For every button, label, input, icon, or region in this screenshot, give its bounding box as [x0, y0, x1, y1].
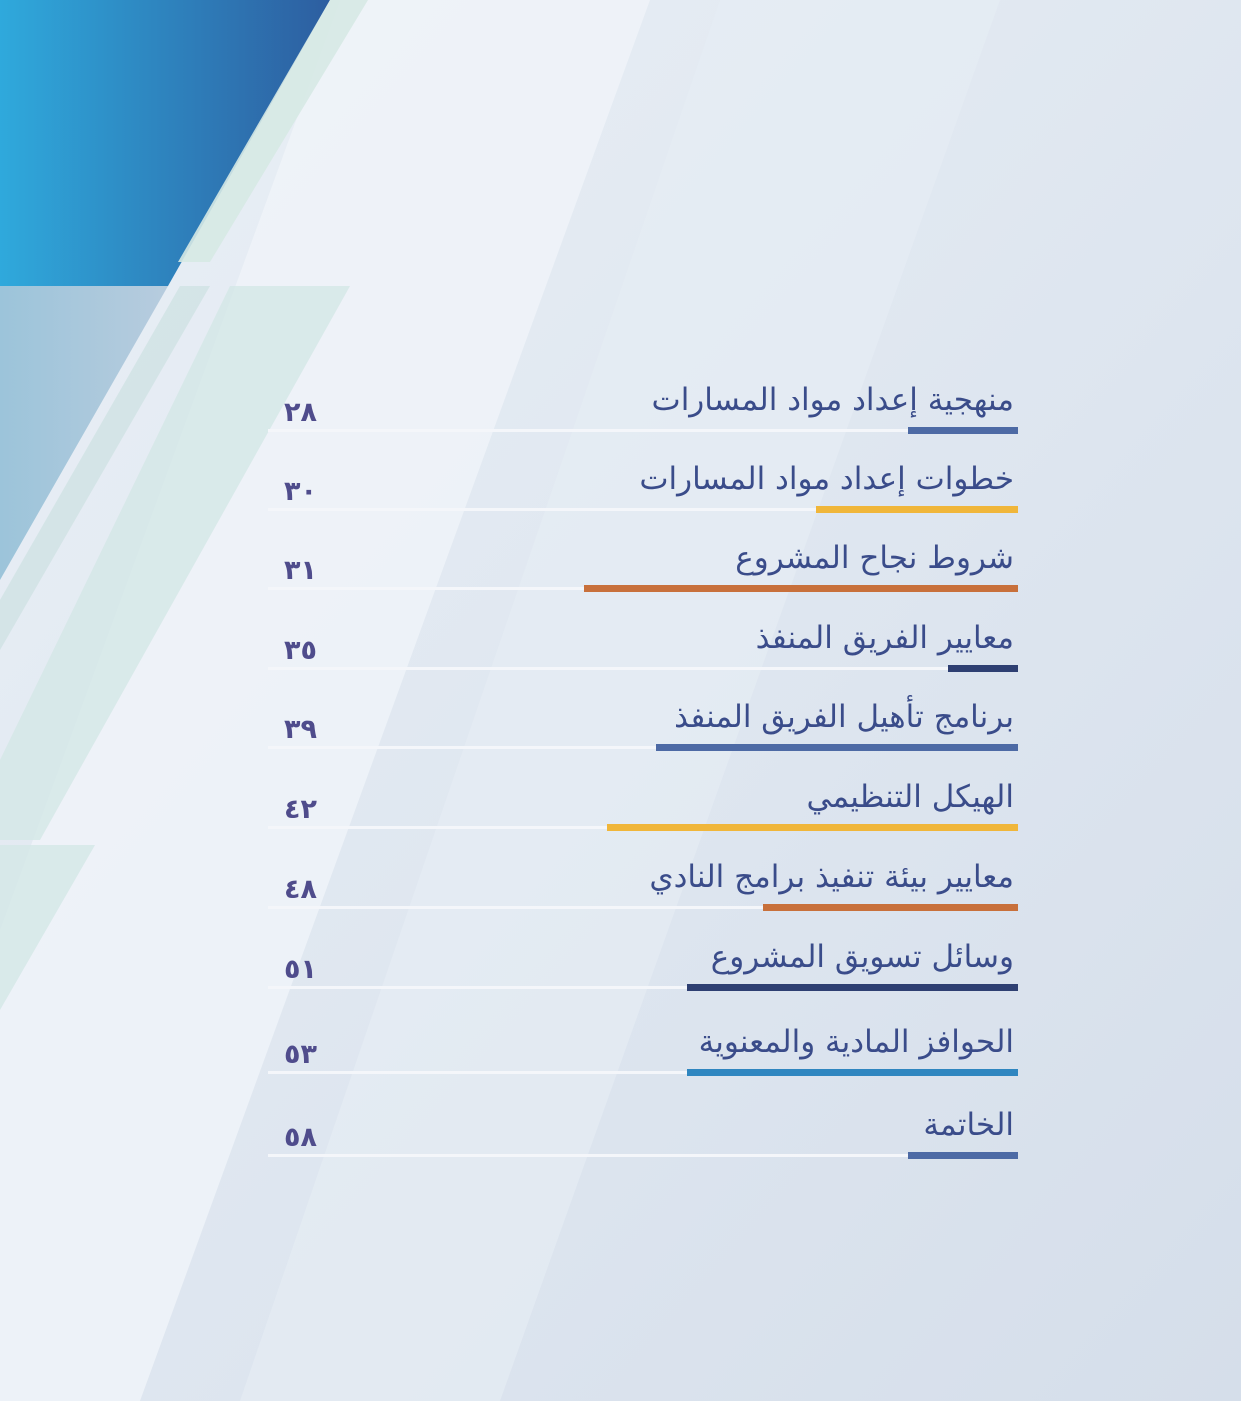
toc-accent-bar [908, 1152, 1018, 1159]
toc-entry-title: برنامج تأهيل الفريق المنفذ [674, 699, 1014, 735]
toc-entry-title: شروط نجاح المشروع [735, 540, 1014, 576]
toc-entry-title: وسائل تسويق المشروع [710, 939, 1014, 975]
toc-entry-page: ٢٨ [284, 397, 317, 428]
toc-accent-bar [687, 1069, 1018, 1076]
toc-entry-page: ٥١ [284, 954, 317, 985]
toc-entry[interactable] [268, 610, 1018, 670]
toc-accent-bar [607, 824, 1018, 831]
toc-entry-title: معايير الفريق المنفذ [755, 620, 1014, 656]
toc-accent-bar [584, 585, 1018, 592]
toc-entry[interactable] [268, 689, 1018, 749]
toc-entry-page: ٤٨ [284, 874, 317, 905]
toc-rule [268, 429, 1018, 432]
toc-entry[interactable] [268, 849, 1018, 909]
toc-entry-page: ٥٣ [284, 1039, 317, 1070]
toc-entry-page: ٥٨ [284, 1122, 317, 1153]
toc-entry-page: ٣٩ [284, 714, 317, 745]
toc-entry-title: معايير بيئة تنفيذ برامج النادي [649, 859, 1014, 895]
toc-entry-title: خطوات إعداد مواد المسارات [639, 461, 1014, 497]
toc-rule [268, 667, 1018, 670]
toc-entry-page: ٣٥ [284, 635, 317, 666]
toc-accent-bar [908, 427, 1018, 434]
toc-entry[interactable] [268, 451, 1018, 511]
toc-entry[interactable] [268, 929, 1018, 989]
toc-entry[interactable] [268, 1097, 1018, 1157]
toc-entry[interactable] [268, 530, 1018, 590]
toc-entry-page: ٣٠ [284, 476, 317, 507]
toc-entry-title: الحوافز المادية والمعنوية [698, 1024, 1014, 1060]
toc-entry[interactable] [268, 769, 1018, 829]
toc-accent-bar [816, 506, 1018, 513]
toc-accent-bar [687, 984, 1018, 991]
toc-entry[interactable] [268, 372, 1018, 432]
toc-entry-page: ٣١ [284, 555, 317, 586]
toc-accent-bar [656, 744, 1018, 751]
toc-rule [268, 1154, 1018, 1157]
toc-entry-page: ٤٢ [284, 794, 317, 825]
toc-entry-title: الهيكل التنظيمي [806, 779, 1014, 815]
toc-entry[interactable] [268, 1014, 1018, 1074]
toc-accent-bar [763, 904, 1018, 911]
toc-accent-bar [948, 665, 1018, 672]
toc-entry-title: منهجية إعداد مواد المسارات [651, 382, 1014, 418]
toc-entry-title: الخاتمة [923, 1107, 1014, 1143]
